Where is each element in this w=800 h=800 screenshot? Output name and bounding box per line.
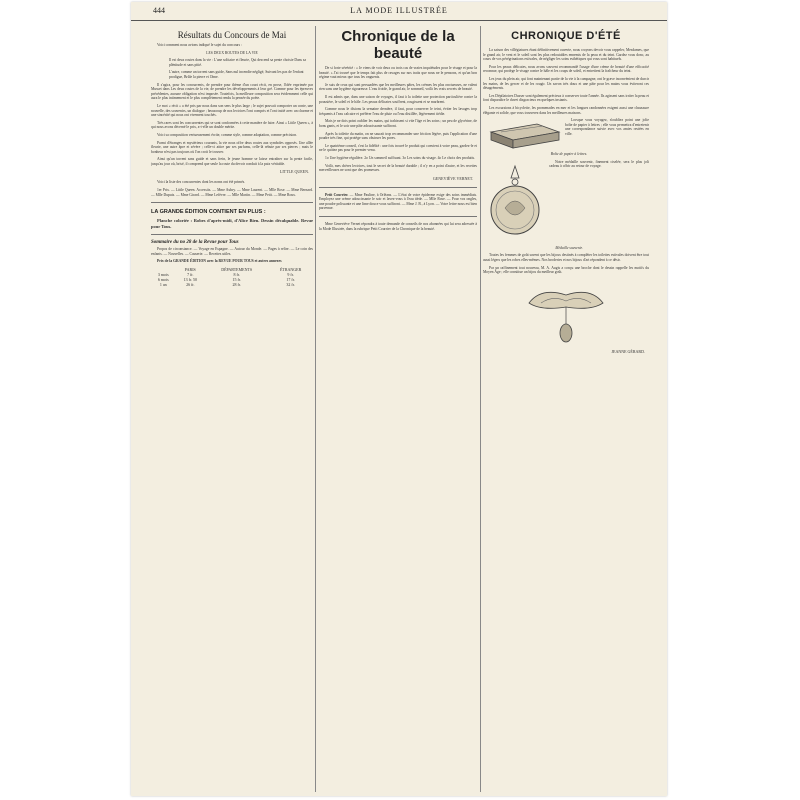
petit-courrier-text: — Mme Pauline, à Orléans. — L'état de votre épiderme exige des soins immédiats. Employez une crème adoucissante le soir et lavez-vous à l'eau tiède. — Mlle Rose. — Pour vos ongles, une poudre polissante et une lime douce vous suffiront. — Mme J. B., à Lyon. — Votre lettre nous est bien parvenue.	[319, 192, 477, 211]
table-cell: 17 fr.	[286, 277, 295, 283]
paragraph: Voilà, mes chères lectrices, tout le secret de la beauté durable ; il n'y en a point d'autre, et les recettes merveilleuses ne sont que des promesses.	[319, 163, 477, 173]
sommaire-title: Sommaire du no 28 de la Revue pour Tous	[151, 240, 239, 246]
note: Mme Geneviève Vernet répondra à toute demande de conseils de nos abonnées qui lui sera adressée à la Mode Illustrée, dans la rubrique Petit Courrier de la Chronique de la beauté.	[319, 222, 477, 231]
newspaper-page	[131, 2, 667, 796]
paragraph: Voici sa composition vertueusement écrite, comme style, comme adaptation, comme précision.	[157, 132, 298, 137]
price-intro: Prix de la GRANDE ÉDITION avec la REVUE POUR TOUS et autres annexes	[157, 259, 282, 264]
concours-title: Résultats du Concours de Mai	[177, 30, 287, 40]
divider	[151, 202, 313, 203]
paragraph: De si forte sévérité : « Je viens de voir deux ou trois cas de vraies inquiétudes pour le visage et pour la beauté. » J'ai trouvé que le temps fait plus de ravages sur nos traits que nous ne le pensons, et qu'un bon régime vaut mieux que tous les onguents.	[319, 66, 477, 80]
medal-caption: Médaille souvenir.	[555, 245, 583, 250]
table-row	[151, 282, 313, 287]
paragraph: Parmi d'étranges et mystérieux courants, la vie nous offre deux routes aux symboles opposés. Une allée fleurie, une autre âpre et sévère ; celle-ci attire par ses parfums, celle-là rebute par ses pierres ; mais le bonheur n'est pas toujours où l'on croit le trouver.	[151, 140, 313, 154]
column-chronique-beaute	[319, 24, 477, 796]
paragraph: Très rares sont les concurrentes qui se sont conformées à cette manière de faire. Ainsi « Little Queen », à qui nous avons décerné le prix, a-t-elle un double mérite.	[151, 120, 313, 130]
table-cell: 3 mois	[157, 272, 169, 278]
signature: JEANNE GÉRARD.	[611, 348, 645, 354]
running-header	[131, 6, 667, 21]
paragraph: Je suis de ceux qui sont persuadées que les meilleures pâtes, les crèmes les plus onctueuses, ne valent rien sans une hygiène rigoureuse. L'eau froide, le grand air, le sommeil, voilà les vrais secrets de beauté.	[319, 82, 477, 92]
box-caption: Boîte de papier à lettres.	[550, 152, 588, 157]
paragraph: La saison des villégiatures étant définitivement ouverte, nous croyons devoir vous rappeler, Mesdames, que le grand air, le vent et le soleil sont les plus redoutables ennemis de la peau et du teint. Gardez vous donc, au cours de vos pérégrinations estivales, de négliger les soins esthétiques qui vous sont habituels.	[483, 48, 649, 62]
paragraph: Notre médaille souvenir, finement ciselée, sera le plus joli cadeau à offrir au retour de voyage.	[549, 159, 649, 169]
paragraph: Pour les peaux délicates, nous avons souvent recommandé l'usage d'une crème de beauté d'une efficacité reconnue, qui protège le visage contre le hâle et les coups de soleil, et entretient la fraîcheur du teint.	[483, 64, 649, 74]
paragraph: Il est admis que, dans une saison de voyages, il faut à la toilette une protection particulière contre la poussière, le soleil et le hâle. Les peaux délicates souffrent, rougissent et se marbrent.	[319, 94, 477, 104]
table-cell: 26 fr.	[186, 282, 195, 288]
table-cell: 15 fr.	[232, 277, 241, 283]
poem-stanza: Il est deux routes dans la vie : L'une solitaire et fleurie, Qui descend sa pente choisie Dans sa plénitude et sans pitié.	[169, 58, 306, 67]
table-header: PARIS	[184, 267, 196, 273]
brooch-illustration	[521, 281, 611, 347]
column-divider	[480, 26, 481, 792]
divider	[151, 234, 313, 235]
paragraph: Ainsi qu'un torrent sans guide et sans frein, le jeune homme se laisse entraîner sur la pente facile, jusqu'au jour où, brisé, il comprend que seule la route du devoir conduit à la paix véritable.	[151, 157, 313, 166]
signature: GENEVIÈVE VERNET.	[432, 175, 473, 181]
paragraph: Lorsque vous voyagez, n'oubliez point une jolie boîte de papier à lettres ; elle vous permettra d'entretenir une correspondance suivie avec vos amies restées en ville.	[565, 118, 649, 136]
concours-intro: Voici comment nous avions indiqué le sujet du concours :	[157, 43, 243, 47]
chronique-beaute-title: Chronique de la beauté	[341, 28, 455, 62]
journal-title: LA MODE ILLUSTRÉE	[350, 6, 448, 15]
poem-title: LES DEUX ROUTES DE LA VIE	[206, 50, 258, 55]
table-cell: 9 fr.	[287, 272, 294, 278]
paragraph: Il s'agira, pour les concurrents, de prendre pour thème d'un court récit, en prose, l'idée exprimée par Musset dans Les deux routes de la vie, de prendre les développements à leur gré. Comme pour les épreuves précédentes, aucune obligation n'est imposée. Toutefois, la meilleure composition sera évidemment celle qui aura le plus intimement et le plus complètement rendu la pensée du poète.	[151, 82, 313, 101]
column-chronique-ete	[483, 24, 649, 796]
table-cell: 28 fr.	[232, 282, 241, 288]
price-table	[151, 267, 313, 287]
paragraph: Les Dépilatoires Dusser sont également précieux à conserver toute l'année. Ils agissent sans irriter la peau et font disparaître le duvet disgracieux en quelques instants.	[483, 93, 649, 103]
table-cell: 6 mois	[157, 277, 169, 283]
stationery-box-illustration	[487, 122, 561, 150]
paragraph: Les excursions à bicyclette, les promenades en mer et les longues randonnées exigent aussi une chaussure élégante et solide, que vous trouverez dans les meilleures maisons.	[483, 105, 649, 115]
paragraph: Après la toilette du matin, on ne saurait trop recommander une friction légère, puis l'application d'une poudre très fine, qui protège sans obstruer les pores.	[319, 131, 477, 141]
numbered-list: 1o Une hygiène régulière. 2o Un sommeil suffisant. 3o Les soins du visage. 4o Le choix des produits.	[325, 155, 475, 160]
medal-pendant-illustration	[485, 164, 545, 244]
edition-title: LA GRANDE ÉDITION CONTIENT EN PLUS :	[151, 209, 266, 216]
prize-list: 1er Prix. — Little Queen. Accessits. — Mme Aubry. — Mme Laurent. — Mlle Rose. — Mme Bernard. — Mlle Dupuis. — Mme Girard. — Mme Lefèvre. — Mlle Martin. — Mme Petit. — Mme Roux.	[151, 188, 313, 197]
table-cell: 8 fr.	[233, 272, 240, 278]
list-intro: Voici la liste des concurrentes dont les noms ont été primés.	[157, 180, 246, 185]
paragraph: Par un raffinement tout nouveau, M. A. Augis a conçu une broche dont le dessin rappelle les motifs du Moyen Âge ; elle constitue un bijou du meilleur goût.	[483, 265, 649, 275]
table-cell: 7 fr.	[187, 272, 194, 278]
table-cell: 13 fr. 50	[183, 277, 198, 283]
sommaire-text: Propos de circonstance. — Voyage en Espagne. — Autour du Monde. — Pages à relire. — Le coin des enfants. — Nouvelles. — Causerie. — Recettes utiles.	[151, 247, 313, 256]
paragraph: Toutes les femmes de goût savent que les bijoux destinés à compléter les toilettes estivales doivent être tout aussi légers que les robes elles-mêmes. Nos broderies et nos bijoux d'art répondent à ce désir.	[483, 253, 649, 262]
page-number: 444	[153, 6, 165, 15]
petit-courrier	[319, 193, 477, 211]
edition-items: Planche coloriée : Robes d'après-midi, d'Alice Bien. Dessin décalquable. Revue pour Tous.	[151, 218, 313, 229]
column-concours	[151, 24, 313, 796]
column-divider	[315, 26, 316, 792]
table-cell: 32 fr.	[286, 282, 295, 288]
table-header: ÉTRANGER	[279, 267, 302, 273]
paragraph: Les jeux du plein air, qui font maintenant partie de la vie à la campagne, ont le grave inconvénient de durcir les mains, de les gercer et de les rougir. Un savon très doux et une pâte pour les mains vous éviteront ces désagréments.	[483, 76, 649, 91]
chronique-ete-title: CHRONIQUE D'ÉTÉ	[511, 30, 621, 42]
paragraph: Le quatrième conseil, c'est la fidélité : une fois trouvé le produit qui convient à votre peau, gardez-le et ne le quittez pas pour le premier venu.	[319, 143, 477, 153]
divider	[319, 216, 477, 217]
paragraph: Mais je ne dois point oublier les mains, qui trahissent si vite l'âge et les soins ; un peu de glycérine, de bons gants, et le soir une pâte adoucissante suffiront.	[319, 119, 477, 128]
paragraph: Le mot « récit » a été pris par nous dans son sens le plus large ; le sujet pouvait comporter un conte, une nouvelle, des souvenirs, un dialogue ; beaucoup de nos lectrices l'ont compris et l'ont traité avec un charme et une sincérité qui nous ont vivement touchés.	[151, 103, 313, 118]
table-header: DÉPARTEMENTS	[221, 267, 253, 273]
signature: LITTLE QUEEN.	[279, 169, 309, 175]
poem-stanza: L'autre, comme un torrent sans guide, Sans nul incendie négligé, Suivant les pas de l'enfant prodigue, Brûle la pierre et l'âme.	[169, 70, 304, 79]
petit-courrier-title: Petit Courrier.	[325, 192, 349, 197]
table-cell: 1 an	[159, 282, 167, 288]
divider	[319, 187, 477, 188]
paragraph: Comme nous le disions la semaine dernière, il faut, pour conserver le teint, éviter les lavages trop fréquents à l'eau calcaire et préférer l'eau de pluie ou l'eau distillée, légèrement tiédie.	[319, 107, 477, 116]
